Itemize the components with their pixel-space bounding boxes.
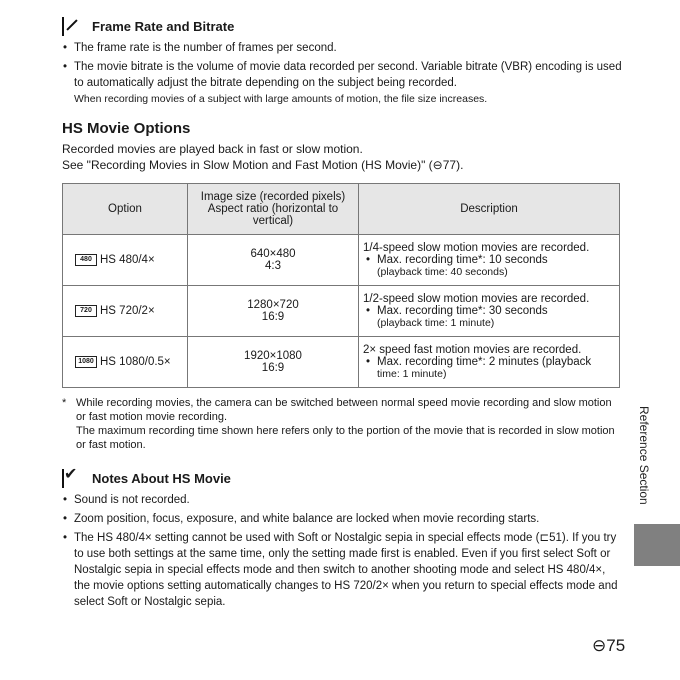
table-row (63, 337, 620, 388)
ratio-value: 16:9 (261, 362, 285, 374)
hs-720-icon: 720 (75, 305, 97, 317)
pencil-note-icon (62, 18, 78, 34)
size-cell (188, 235, 359, 286)
description-cell (359, 337, 620, 388)
table-header: Image size (recorded pixels) Aspect ratio (horizontal to vertical) (188, 184, 359, 235)
desc-text: 1/4-speed slow motion movies are recorded. (363, 242, 590, 254)
frame-rate-note-header (62, 14, 622, 38)
desc-bullet: • Max. recording time*: 2 minutes (playback (363, 356, 615, 368)
desc-text: 1/2-speed slow motion movies are recorded. (363, 293, 590, 305)
ratio-value: 16:9 (261, 311, 285, 323)
size-value: 640×480 (250, 248, 296, 260)
option-cell (63, 235, 188, 286)
table-header-row (63, 184, 620, 235)
option-label: HS 480/4× (100, 254, 155, 267)
size-value: 1920×1080 (244, 350, 302, 362)
option-label: HS 720/2× (100, 305, 155, 318)
option-label: HS 1080/0.5× (100, 356, 171, 369)
option-cell (63, 286, 188, 337)
table-row (63, 286, 620, 337)
table-header: Description (359, 184, 620, 235)
section-tab (634, 524, 680, 566)
list-item: • The frame rate is the number of frames per second. (62, 40, 622, 56)
desc-bullet: • Max. recording time*: 10 seconds (363, 254, 615, 266)
hs-movie-notes (62, 466, 622, 610)
reference-section-label: Reference Section (637, 406, 651, 505)
hs-notes-title: Notes About HS Movie (92, 470, 231, 486)
section-intro (62, 141, 622, 173)
intro-line: See "Recording Movies in Slow Motion and Fast Motion (HS Movie)" (⊖77). (62, 158, 464, 172)
description-cell (359, 286, 620, 337)
ratio-value: 4:3 (265, 260, 281, 272)
hs-notes-header (62, 466, 622, 490)
hs-notes-list (62, 492, 622, 610)
list-item: • Sound is not recorded. (62, 492, 622, 508)
checkmark-note-icon (62, 470, 78, 486)
desc-sub: time: 1 minute) (377, 368, 447, 380)
frame-rate-note-title: Frame Rate and Bitrate (92, 18, 235, 34)
list-item: • Zoom position, focus, exposure, and white balance are locked when movie recording starts. (62, 511, 622, 527)
desc-text: 2× speed fast motion movies are recorded. (363, 344, 582, 356)
table-row (63, 235, 620, 286)
size-cell (188, 337, 359, 388)
page-number: ⊖75 (592, 636, 626, 655)
desc-bullet: • Max. recording time*: 30 seconds (363, 305, 615, 317)
footnote-mark: * (62, 397, 67, 409)
option-cell (63, 337, 188, 388)
hs-1080-icon: 1080 (75, 356, 97, 368)
desc-sub: (playback time: 1 minute) (377, 317, 495, 329)
size-cell (188, 286, 359, 337)
footnote-line: The maximum recording time shown here refers only to the portion of the movie that is recorded in slow motion or fast motion. (76, 425, 615, 451)
size-value: 1280×720 (247, 299, 299, 311)
frame-rate-note-list (62, 40, 622, 107)
footnote-line: While recording movies, the camera can be switched between normal speed movie recording and slow motion or fast motion movie recording. (76, 397, 612, 423)
table-header: Option (63, 184, 188, 235)
description-cell (359, 235, 620, 286)
section-title: HS Movie Options (62, 120, 191, 137)
list-item: • The HS 480/4× setting cannot be used with Soft or Nostalgic sepia in special effects mode (⊏51). If you try to use both settings at the same time, only the setting made first is enabled. Even if you first select Soft or Nostalgic sepia in special effects mode and then switch to another shooting mode and select HS 480/4×, the movie options setting automatically changes to HS 720/2× when you return to special effects mode and select Soft or Nostalgic sepia. (62, 530, 622, 610)
list-item (62, 59, 622, 107)
hs-480-icon: 480 (75, 254, 97, 266)
desc-sub: (playback time: 40 seconds) (377, 266, 508, 278)
hs-movie-options-table (62, 183, 620, 388)
list-item-text: The movie bitrate is the volume of movie data recorded per second. Variable bitrate (VBR) encoding is used to automatically adjust the bitrate depending on the subject being recorded. (74, 61, 622, 89)
page-content (62, 14, 622, 613)
table-footnote (62, 396, 622, 452)
list-item-subtext: When recording movies of a subject with large amounts of motion, the file size increases. (74, 93, 488, 105)
intro-line: Recorded movies are played back in fast or slow motion. (62, 142, 363, 156)
